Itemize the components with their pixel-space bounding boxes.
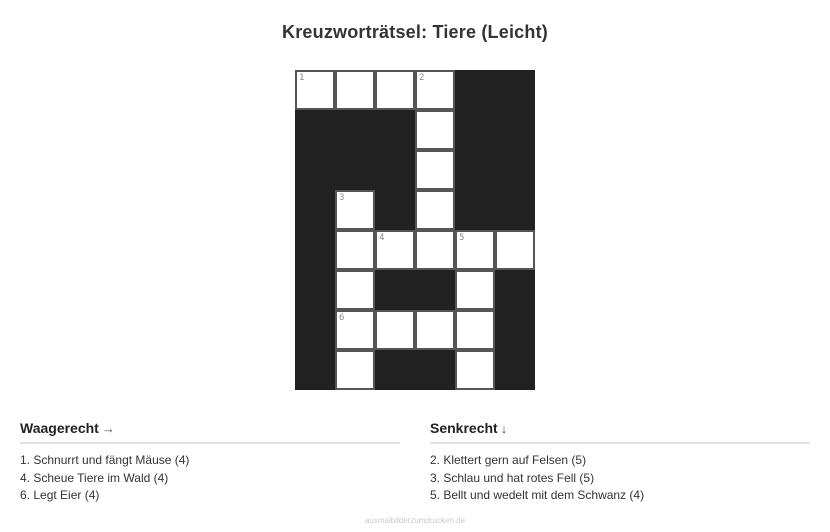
cell-number: 5 xyxy=(459,233,465,243)
grid-cell[interactable] xyxy=(455,270,495,310)
grid-cell[interactable] xyxy=(455,230,495,270)
grid-cell[interactable] xyxy=(415,230,455,270)
clues-section xyxy=(20,421,810,505)
across-clues-section xyxy=(20,421,400,505)
down-heading-label: Senkrecht xyxy=(430,420,498,436)
down-clue-list xyxy=(430,452,810,505)
down-arrow-icon: ↓ xyxy=(500,421,508,436)
grid-cell[interactable] xyxy=(415,70,455,110)
page-title: Kreuzworträtsel: Tiere (Leicht) xyxy=(282,22,548,42)
grid-cell[interactable] xyxy=(415,310,455,350)
grid-cell[interactable] xyxy=(375,310,415,350)
grid-cell[interactable] xyxy=(495,230,535,270)
across-heading-label: Waagerecht xyxy=(20,420,99,436)
grid-cell[interactable] xyxy=(295,70,335,110)
grid-cell[interactable] xyxy=(335,310,375,350)
grid-cell[interactable] xyxy=(415,110,455,150)
grid-cell[interactable] xyxy=(375,70,415,110)
grid-cell[interactable] xyxy=(455,350,495,390)
cell-number: 4 xyxy=(379,233,385,243)
site-watermark: ausmalbilderzumdrucken.de xyxy=(364,516,466,525)
clue-item: 3. Schlau und hat rotes Fell (5) xyxy=(430,470,595,485)
grid-cell[interactable] xyxy=(415,190,455,230)
grid-cell[interactable] xyxy=(335,230,375,270)
clue-item: 4. Scheue Tiere im Wald (4) xyxy=(20,470,169,485)
grid-cell[interactable] xyxy=(335,270,375,310)
down-heading xyxy=(430,421,810,444)
grid-cell[interactable] xyxy=(455,310,495,350)
grid-cell[interactable] xyxy=(335,350,375,390)
right-arrow-icon: → xyxy=(101,421,115,436)
clue-item: 5. Bellt und wedelt mit dem Schwanz (4) xyxy=(430,488,645,502)
cell-number: 3 xyxy=(339,193,345,203)
cell-number: 6 xyxy=(339,313,345,323)
clue-item: 2. Klettert gern auf Felsen (5) xyxy=(430,453,587,467)
across-clue-list xyxy=(20,452,400,505)
cell-number: 2 xyxy=(419,73,425,83)
grid-cell[interactable] xyxy=(415,150,455,190)
grid-cell[interactable] xyxy=(335,70,375,110)
crossword-grid xyxy=(295,70,535,390)
cell-number: 1 xyxy=(299,73,305,83)
down-clues-section xyxy=(430,421,810,505)
grid-cell[interactable] xyxy=(375,230,415,270)
clue-item: 1. Schnurrt und fängt Mäuse (4) xyxy=(20,453,190,467)
grid-cell[interactable] xyxy=(335,190,375,230)
across-heading xyxy=(20,421,400,444)
clue-item: 6. Legt Eier (4) xyxy=(20,488,100,502)
